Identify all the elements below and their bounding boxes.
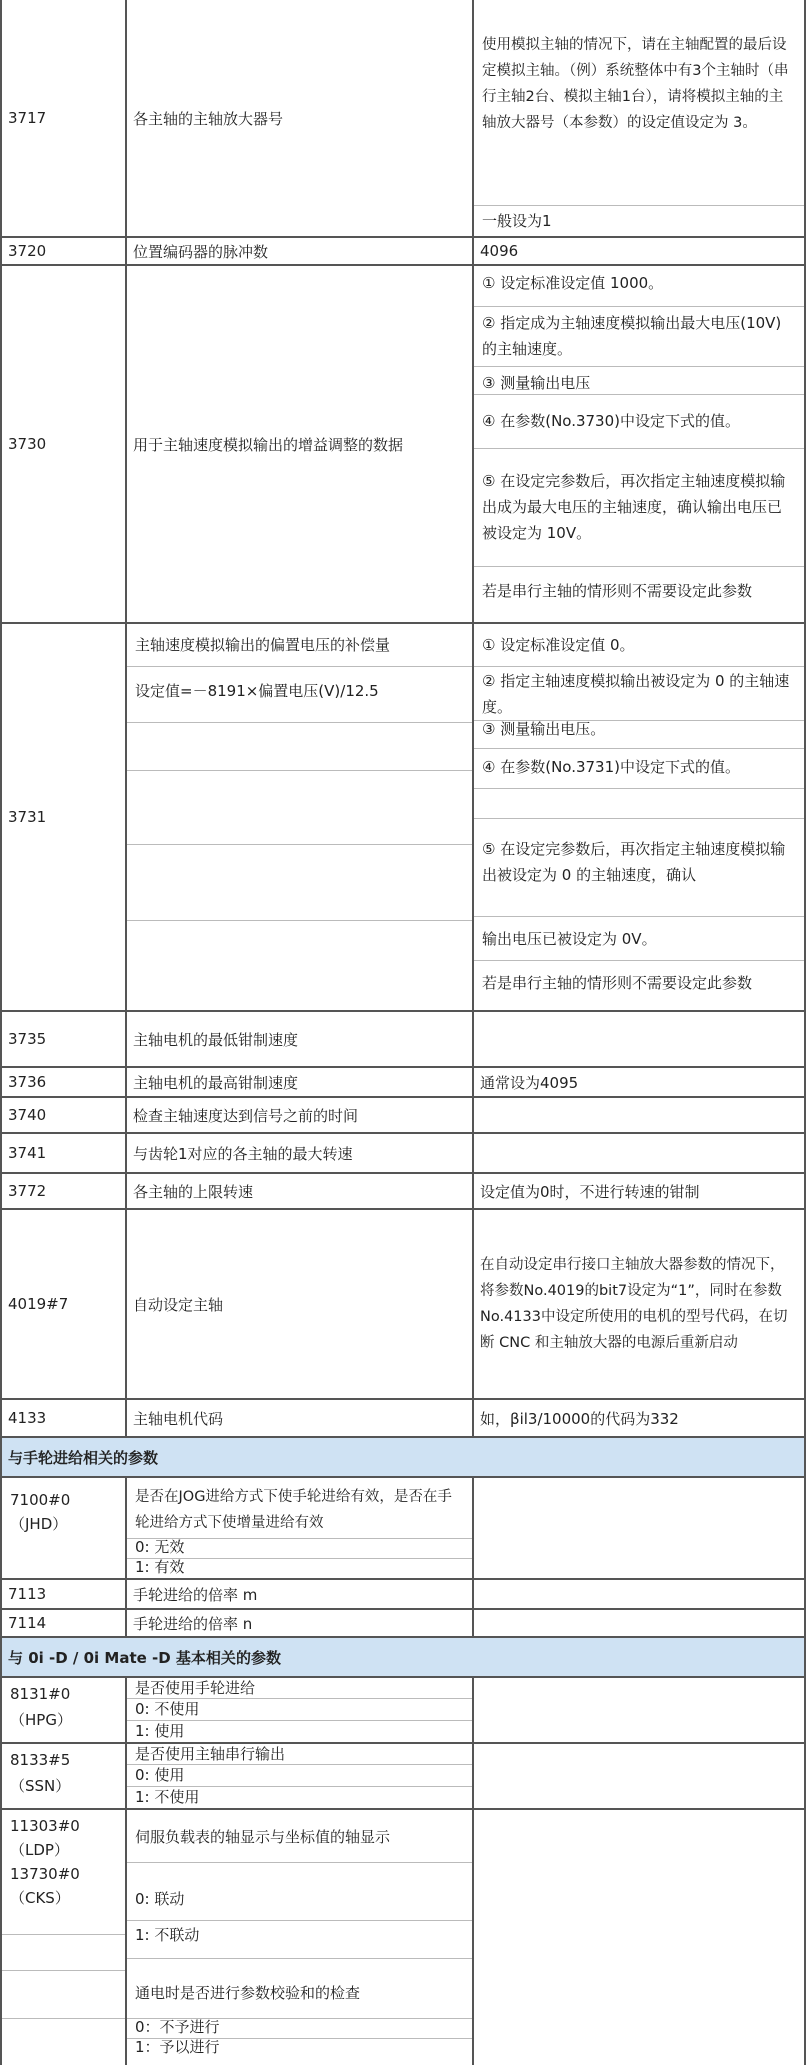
empty-cell	[474, 1810, 804, 2065]
table-row	[0, 1098, 806, 1134]
param-note-cell	[474, 624, 804, 1010]
param-name: 各主轴的上限转速	[127, 1174, 474, 1208]
param-note: 在自动设定串行接口主轴放大器参数的情况下，将参数No.4019的bit7设定为“1”，同时在参数No.4133中设定所使用的电机的型号代码，在切断 CNC 和主轴放大器的电源后重新启动	[480, 1257, 788, 1351]
param-note	[474, 1098, 804, 1132]
table-row	[0, 1068, 806, 1098]
param-code-cell	[2, 1678, 127, 1742]
param-code: 11303#0	[10, 1817, 80, 1835]
param-code: 8131#0	[10, 1685, 71, 1703]
param-note: 若是串行主轴的情形则不需要设定此参数	[482, 974, 753, 992]
param-name: 手轮进给的倍率 m	[127, 1580, 474, 1608]
section-header-handwheel: 与手轮进给相关的参数	[0, 1438, 806, 1478]
param-note: ⑤ 在设定完参数后，再次指定主轴速度模拟输出被设定为 0 的主轴速度，确认	[482, 840, 786, 884]
param-name: 与齿轮1对应的各主轴的最大转速	[127, 1134, 474, 1172]
param-note: ③ 测量输出电压。	[482, 720, 606, 738]
empty-cell	[474, 1678, 804, 1742]
param-code: 3730	[2, 266, 127, 622]
param-name: 手轮进给的倍率 n	[127, 1610, 474, 1636]
param-code: 3717	[2, 0, 127, 236]
param-note: 使用模拟主轴的情况下，请在主轴配置的最后设定模拟主轴。（例）系统整体中有3个主轴时（串行主轴2台、模拟主轴1台），请将模拟主轴的主轴放大器号（本参数）的设定值设定为 3。	[482, 37, 789, 131]
table-row	[0, 1210, 806, 1400]
param-name: 主轴电机代码	[127, 1400, 474, 1436]
param-note: ② 指定成为主轴速度模拟输出最大电压(10V)的主轴速度。	[482, 314, 782, 358]
param-note: ④ 在参数(No.3730)中设定下式的值。	[482, 412, 740, 430]
param-formula: 设定值=－8191×偏置电压(V)/12.5	[135, 682, 379, 700]
empty-cell	[474, 1580, 804, 1608]
param-note: ③ 测量输出电压	[482, 374, 591, 392]
param-note	[474, 1012, 804, 1066]
table-row	[0, 1478, 806, 1580]
param-note-cell	[474, 0, 804, 236]
param-note-cell	[474, 266, 804, 622]
param-code-symbol: （LDP）	[10, 1841, 69, 1859]
param-name: 自动设定主轴	[127, 1210, 474, 1398]
option-1: 1：予以进行	[135, 2038, 220, 2056]
param-name-cell	[127, 1744, 474, 1808]
table-row	[0, 266, 806, 624]
option-0: 0: 联动	[135, 1890, 185, 1908]
option-0: 0: 不使用	[135, 1700, 200, 1718]
param-name: 主轴速度模拟输出的偏置电压的补偿量	[135, 636, 391, 654]
table-row	[0, 238, 806, 266]
table-row	[0, 1580, 806, 1610]
table-row	[0, 1174, 806, 1210]
param-name-cell	[127, 1678, 474, 1742]
param-name: 位置编码器的脉冲数	[127, 238, 474, 264]
table-row	[0, 1810, 806, 2065]
param-name: 通电时是否进行参数校验和的检查	[135, 1984, 361, 2002]
param-name: 是否使用手轮进给	[135, 1679, 256, 1697]
param-name-cell	[127, 1478, 474, 1578]
option-0: 0: 使用	[135, 1766, 185, 1784]
param-code: 4133	[2, 1400, 127, 1436]
param-code: 7114	[2, 1610, 127, 1636]
option-1: 1: 有效	[135, 1558, 185, 1576]
empty-cell	[474, 1610, 804, 1636]
param-code-cell	[2, 1744, 127, 1808]
param-code: 8133#5	[10, 1751, 71, 1769]
table-row	[0, 0, 806, 238]
param-note: 输出电压已被设定为 0V。	[482, 930, 657, 948]
empty-cell	[474, 1744, 804, 1808]
param-name: 是否在JOG进给方式下使手轮进给有效，是否在手轮进给方式下使增量进给有效	[135, 1489, 452, 1531]
param-code: 3735	[2, 1012, 127, 1066]
param-code: 7100#0	[10, 1491, 71, 1509]
param-name-cell	[127, 624, 474, 1010]
param-note: 设定值为0时，不进行转速的钳制	[480, 1182, 700, 1201]
param-note: ④ 在参数(No.3731)中设定下式的值。	[482, 758, 740, 776]
table-row	[0, 1744, 806, 1810]
table-row	[0, 1678, 806, 1744]
table-row	[0, 1610, 806, 1638]
param-code: 3772	[2, 1174, 127, 1208]
option-0: 0: 无效	[135, 1538, 185, 1556]
param-name: 是否使用主轴串行输出	[135, 1745, 286, 1763]
param-code-cell	[2, 1478, 127, 1578]
section-header-basic: 与 0i -D / 0i Mate -D 基本相关的参数	[0, 1638, 806, 1678]
param-note: ② 指定主轴速度模拟输出被设定为 0 的主轴速度。	[482, 672, 790, 716]
table-row	[0, 624, 806, 1012]
param-note: 若是串行主轴的情形则不需要设定此参数	[482, 582, 753, 600]
param-code: 3740	[2, 1098, 127, 1132]
param-note: ⑤ 在设定完参数后，再次指定主轴速度模拟输出成为最大电压的主轴速度，确认输出电压已被设定为 10V。	[482, 472, 786, 542]
option-1: 1: 使用	[135, 1722, 185, 1740]
param-note: 一般设为1	[482, 212, 552, 230]
param-name: 主轴电机的最低钳制速度	[127, 1012, 474, 1066]
param-name-cell	[127, 1810, 474, 2065]
table-row	[0, 1134, 806, 1174]
table-row	[0, 1400, 806, 1438]
param-code: 3731	[2, 624, 127, 1010]
param-code-symbol: （SSN）	[10, 1777, 71, 1795]
param-code: 3720	[2, 238, 127, 264]
param-name: 检查主轴速度达到信号之前的时间	[127, 1098, 474, 1132]
param-code-symbol: （HPG）	[10, 1711, 72, 1729]
param-note: ① 设定标准设定值 1000。	[482, 274, 664, 292]
param-note: 通常设为4095	[480, 1073, 579, 1092]
empty-cell	[474, 1478, 804, 1578]
param-code: 3741	[2, 1134, 127, 1172]
option-1: 1: 不联动	[135, 1926, 200, 1944]
param-name: 伺服负载表的轴显示与坐标值的轴显示	[135, 1828, 391, 1846]
param-code-symbol: （CKS）	[10, 1889, 70, 1907]
param-note	[474, 1134, 804, 1172]
option-1: 1: 不使用	[135, 1788, 200, 1806]
param-note: 如，βil3/10000的代码为332	[480, 1409, 679, 1428]
param-code: 7113	[2, 1580, 127, 1608]
param-name: 各主轴的主轴放大器号	[127, 0, 474, 236]
param-code-symbol: （JHD）	[10, 1515, 68, 1533]
param-name: 主轴电机的最高钳制速度	[127, 1068, 474, 1096]
table-row	[0, 1012, 806, 1068]
param-note: 4096	[480, 242, 519, 260]
param-code-cell	[2, 1810, 127, 2065]
param-note: ① 设定标准设定值 0。	[482, 636, 635, 654]
param-code: 4019#7	[2, 1210, 127, 1398]
param-code: 3736	[2, 1068, 127, 1096]
param-name: 用于主轴速度模拟输出的增益调整的数据	[127, 266, 474, 622]
option-0: 0：不予进行	[135, 2018, 220, 2036]
param-code: 13730#0	[10, 1865, 80, 1883]
